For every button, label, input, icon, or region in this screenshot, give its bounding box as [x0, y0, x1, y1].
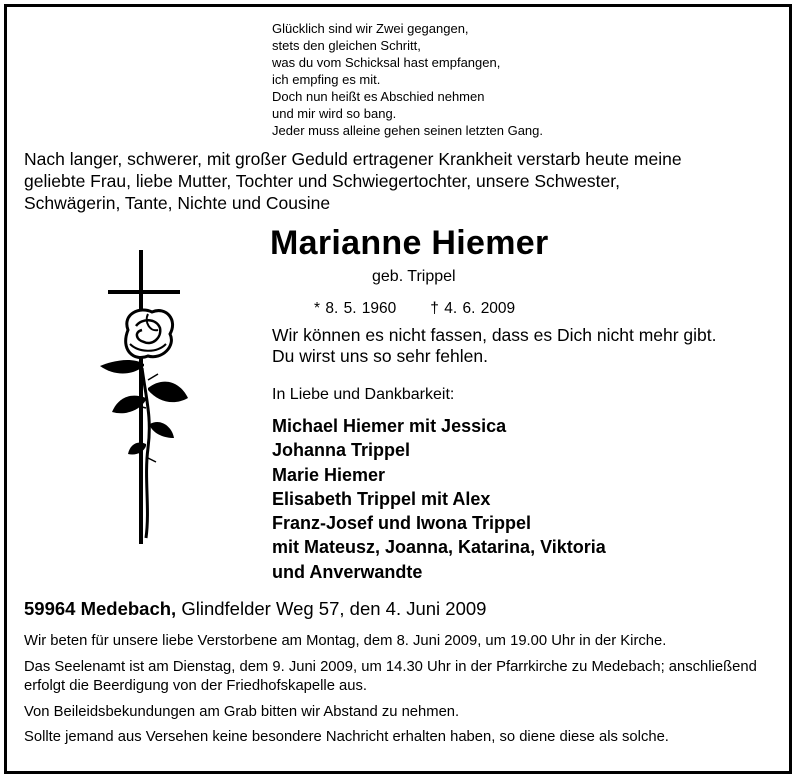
quote-line: Du wirst uns so sehr fehlen.: [272, 346, 488, 366]
mourner: Franz-Josef und Iwona Trippel: [272, 513, 532, 534]
place-date: [24, 598, 486, 620]
maiden-name: geb. Trippel: [372, 268, 456, 285]
mourner: Michael Hiemer mit Jessica: [272, 416, 507, 436]
mass-notice: Das Seelenamt ist am Dienstag, dem 9. Juni 2009, um 14.30 Uhr in der Pfarrkirche zu Medebach; anschließend erfolgt die Beerdigung von der Friedhofskapelle aus.: [24, 658, 757, 694]
mourners-list: [272, 414, 606, 584]
poem-line: ich empfing es mit.: [272, 72, 381, 87]
intro-line: Nach langer, schwerer, mit großer Geduld ertragener Krankheit verstarb heute meine: [24, 149, 682, 169]
poem-line: Jeder muss alleine gehen seinen letzten Gang.: [272, 123, 544, 138]
mourner: und Anverwandte: [272, 561, 423, 582]
death-date: † 4. 6. 2009: [430, 300, 516, 317]
deceased-name: Marianne Hiemer: [270, 224, 549, 262]
poem-line: und mir wird so bang.: [272, 106, 397, 121]
intro-text: [24, 148, 784, 214]
intro-line: geliebte Frau, liebe Mutter, Tochter und Schwiegertochter, unsere Schwester,: [24, 171, 620, 191]
mourner: Elisabeth Trippel mit Alex: [272, 488, 491, 509]
cross-rose-icon: [100, 248, 200, 548]
poem-line: was du vom Schicksal hast empfangen,: [272, 55, 501, 70]
condolence-notice: Von Beileidsbekundungen am Grab bitten wir Abstand zu nehmen.: [24, 703, 460, 720]
intro-line: Schwägerin, Tante, Nichte und Cousine: [24, 193, 331, 213]
prayer-notice: Wir beten für unsere liebe Verstorbene am Montag, dem 8. Juni 2009, um 19.00 Uhr in der Kirche.: [24, 633, 667, 649]
birth-date: * 8. 5. 1960: [314, 300, 397, 317]
life-dates: [314, 300, 515, 318]
final-notice: Sollte jemand aus Versehen keine besondere Nachricht erhalten haben, so diene diese als solche.: [24, 729, 669, 745]
notices: [24, 632, 784, 754]
thanks-heading: In Liebe und Dankbarkeit:: [272, 386, 455, 403]
farewell-quote: [272, 325, 717, 367]
poem: [272, 20, 543, 139]
quote-line: Wir können es nicht fassen, dass es Dich nicht mehr gibt.: [272, 325, 717, 345]
poem-line: Doch nun heißt es Abschied nehmen: [272, 89, 485, 104]
mourner: Marie Hiemer: [272, 464, 386, 485]
poem-line: Glücklich sind wir Zwei gegangen,: [272, 21, 469, 36]
poem-line: stets den gleichen Schritt,: [272, 38, 421, 53]
mourner: Johanna Trippel: [272, 440, 411, 461]
mourner: mit Mateusz, Joanna, Katarina, Viktoria: [272, 537, 606, 558]
address-date: Glindfelder Weg 57, den 4. Juni 2009: [176, 598, 487, 619]
city: 59964 Medebach,: [24, 598, 177, 619]
